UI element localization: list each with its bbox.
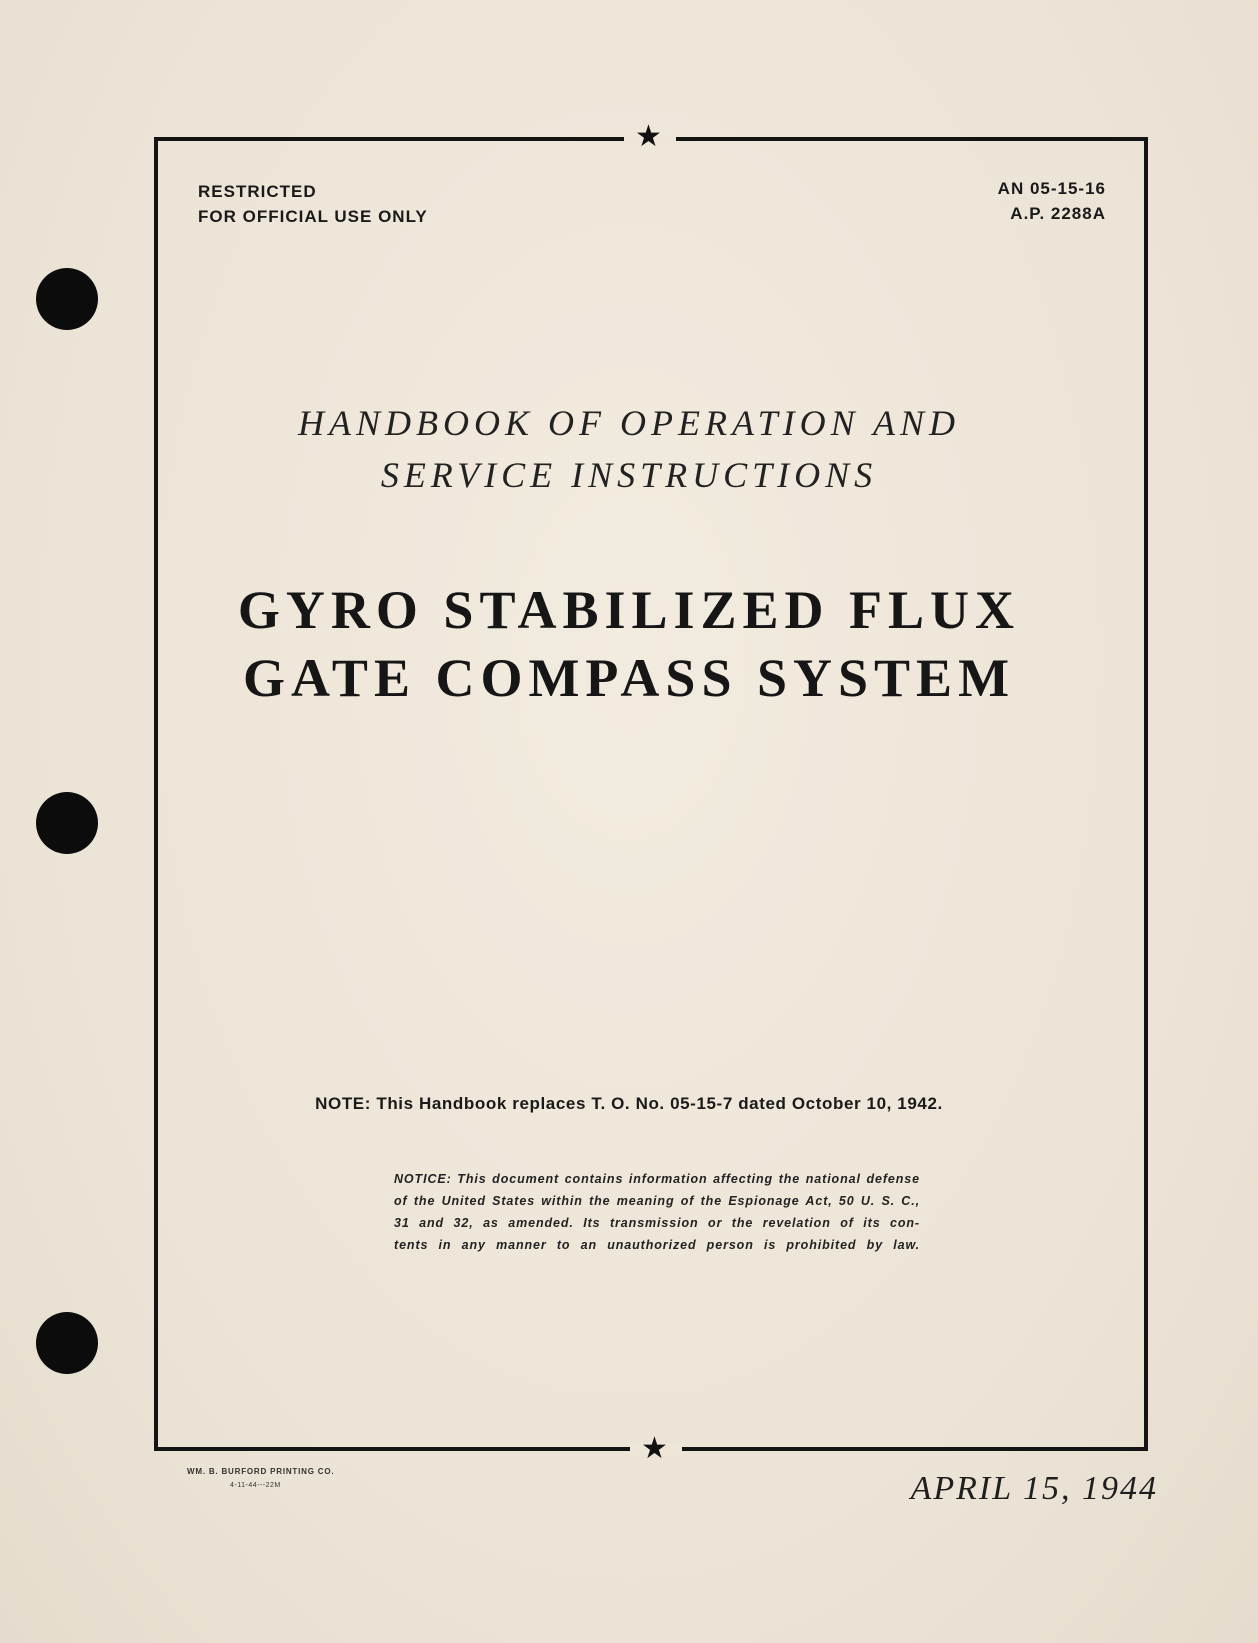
espionage-notice: [394, 1168, 920, 1256]
printer-name: WM. B. BURFORD PRINTING CO.: [187, 1467, 335, 1476]
print-code: 4-11-44---22M: [230, 1482, 281, 1489]
publication-date: APRIL 15, 1944: [910, 1470, 1158, 1507]
an-number: AN 05-15-16: [997, 179, 1106, 198]
restriction-header: [198, 179, 428, 229]
binder-hole-bottom: [36, 1312, 98, 1374]
star-ornament-top: ★: [635, 119, 662, 154]
replacement-note: NOTE: This Handbook replaces T. O. No. 05-15-7 dated October 10, 1942.: [315, 1094, 943, 1113]
notice-line-4: tents in any manner to an unauthorized person is prohibited by law.: [394, 1238, 920, 1252]
title-line-2: GATE COMPASS SYSTEM: [242, 648, 1016, 708]
restricted-label: RESTRICTED: [198, 182, 317, 201]
notice-line-1: NOTICE: This document contains information affecting the national defense: [394, 1172, 920, 1186]
official-use-label: FOR OFFICIAL USE ONLY: [198, 207, 428, 226]
ap-number: A.P. 2288A: [1010, 204, 1106, 223]
title-line-1: GYRO STABILIZED FLUX: [237, 580, 1021, 640]
star-ornament-bottom: ★: [641, 1431, 668, 1466]
subtitle-line-1: HANDBOOK OF OPERATION AND: [298, 403, 960, 443]
document-number-header: [998, 176, 1106, 226]
binder-hole-top: [36, 268, 98, 330]
notice-line-2: of the United States within the meaning of the Espionage Act, 50 U. S. C.,: [394, 1194, 920, 1208]
notice-line-3: 31 and 32, as amended. Its transmission or the revelation of its con-: [394, 1216, 920, 1230]
binder-hole-middle: [36, 792, 98, 854]
subtitle-line-2: SERVICE INSTRUCTIONS: [380, 455, 878, 495]
handbook-subtitle: [0, 397, 1258, 501]
document-title: [0, 576, 1258, 712]
